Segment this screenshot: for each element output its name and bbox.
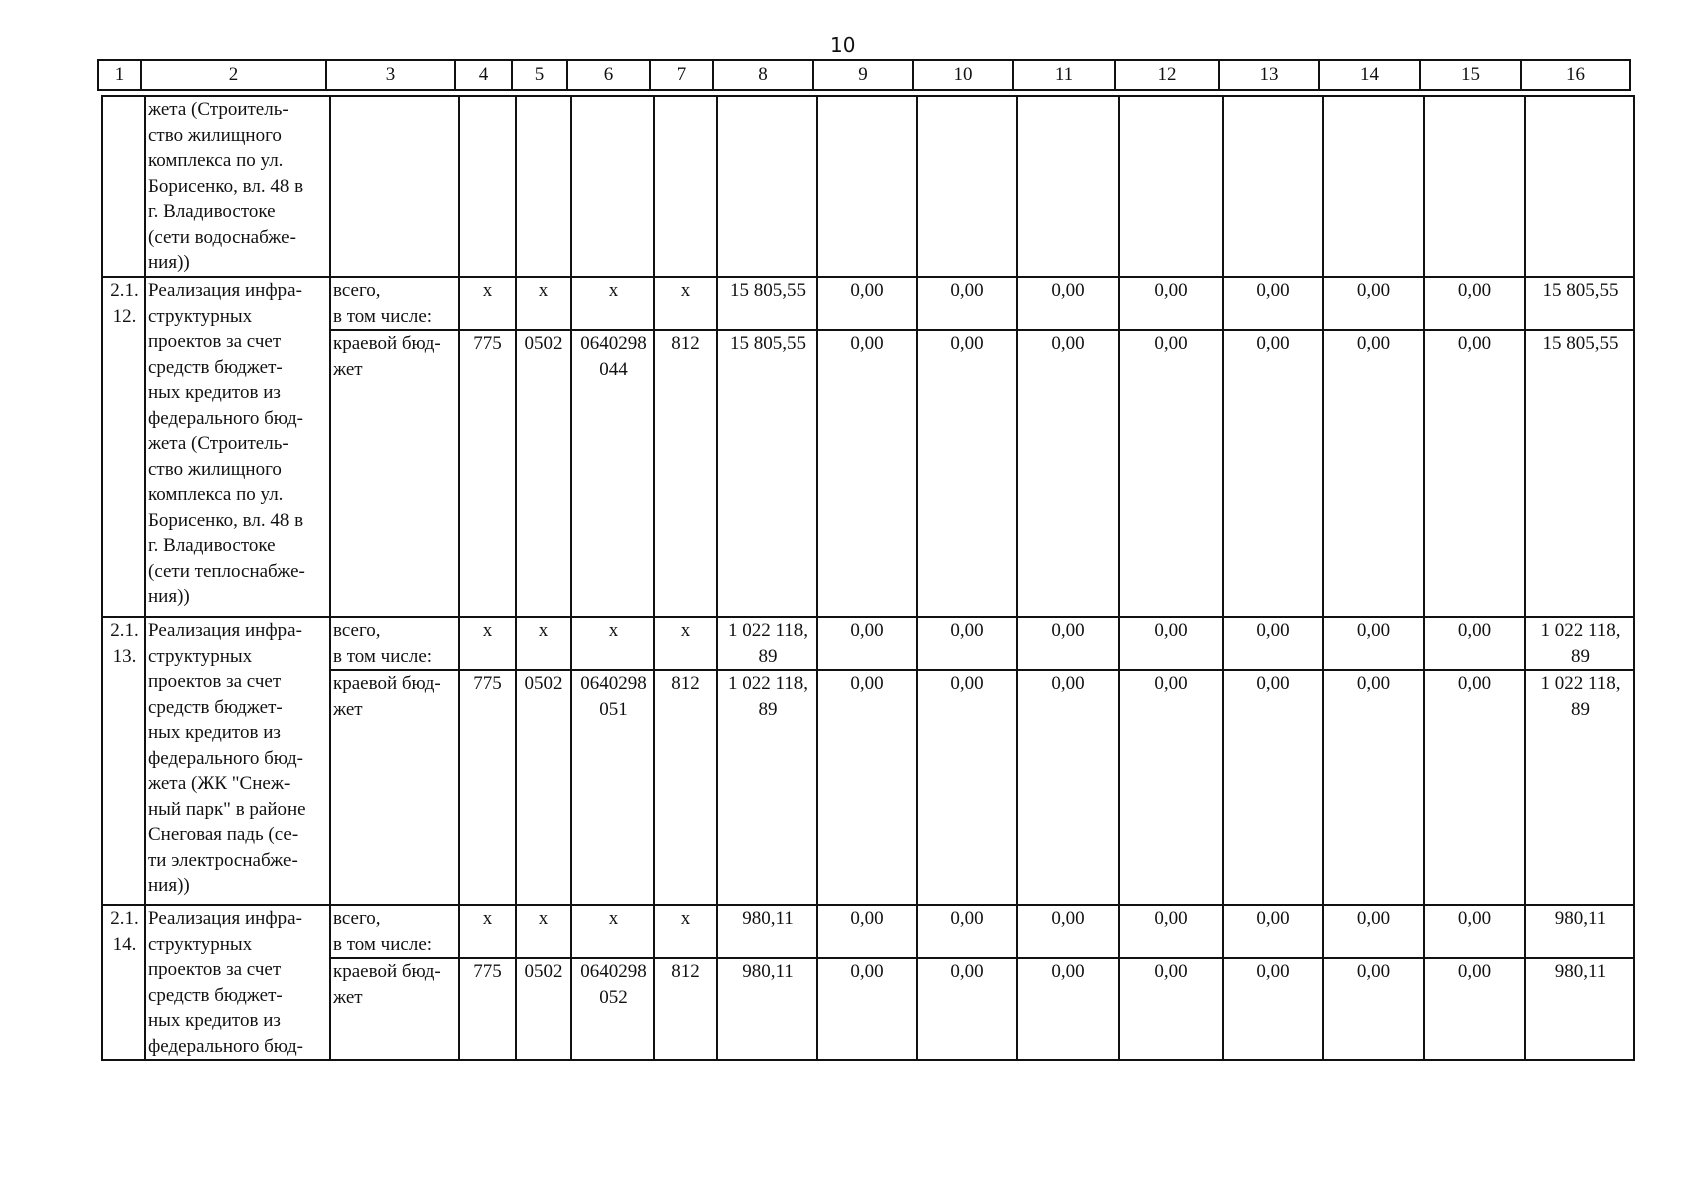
cell-v9: 0,00 (817, 277, 917, 330)
table-row-continuation (102, 96, 1634, 277)
col-header-6: 6 (567, 60, 650, 90)
cell-v12: 0,00 (1119, 617, 1223, 670)
cell-v11: 0,00 (1017, 277, 1119, 330)
cell-v13: 0,00 (1223, 958, 1323, 1060)
col-header-9: 9 (813, 60, 913, 90)
cell-v15: 0,00 (1424, 617, 1525, 670)
cell-num: 2.1. 14. (102, 905, 145, 1060)
cell-v12: 0,00 (1119, 905, 1223, 958)
cell-empty (1424, 96, 1525, 277)
cell-v16: 15 805,55 (1525, 277, 1634, 330)
cell-c7: x (654, 617, 717, 670)
cell-v16: 980,11 (1525, 958, 1634, 1060)
cell-v10: 0,00 (917, 670, 1017, 905)
col-header-5: 5 (512, 60, 567, 90)
cell-v8: 15 805,55 (717, 277, 817, 330)
cell-v9: 0,00 (817, 617, 917, 670)
cell-v13: 0,00 (1223, 277, 1323, 330)
cell-v10: 0,00 (917, 958, 1017, 1060)
cell-c4: x (459, 905, 516, 958)
page-number: 10 (830, 33, 856, 57)
cell-v11: 0,00 (1017, 958, 1119, 1060)
cell-v16: 1 022 118, 89 (1525, 617, 1634, 670)
cell-c7: x (654, 277, 717, 330)
budget-table (101, 95, 1635, 1061)
cell-v14: 0,00 (1323, 905, 1424, 958)
cell-c6: x (571, 277, 654, 330)
cell-v14: 0,00 (1323, 330, 1424, 617)
cell-v13: 0,00 (1223, 617, 1323, 670)
col-header-1: 1 (98, 60, 141, 90)
cell-v9: 0,00 (817, 330, 917, 617)
cell-v8: 1 022 118, 89 (717, 670, 817, 905)
cell-source: краевой бюд- жет (330, 330, 459, 617)
cell-c6: 0640298 052 (571, 958, 654, 1060)
cell-empty (1525, 96, 1634, 277)
cell-v12: 0,00 (1119, 670, 1223, 905)
col-header-16: 16 (1521, 60, 1630, 90)
cell-v15: 0,00 (1424, 905, 1525, 958)
col-header-8: 8 (713, 60, 813, 90)
cell-c7: x (654, 905, 717, 958)
cell-v10: 0,00 (917, 330, 1017, 617)
col-header-10: 10 (913, 60, 1013, 90)
cell-v11: 0,00 (1017, 670, 1119, 905)
cell-v15: 0,00 (1424, 958, 1525, 1060)
col-header-14: 14 (1319, 60, 1420, 90)
cell-c4: 775 (459, 670, 516, 905)
cell-source: всего, в том числе: (330, 617, 459, 670)
col-header-7: 7 (650, 60, 713, 90)
cell-c4: 775 (459, 958, 516, 1060)
cell-empty (516, 96, 571, 277)
cell-v15: 0,00 (1424, 670, 1525, 905)
cell-c5: 0502 (516, 958, 571, 1060)
cell-v16: 15 805,55 (1525, 330, 1634, 617)
cell-c5: x (516, 617, 571, 670)
col-header-13: 13 (1219, 60, 1319, 90)
cell-empty (1119, 96, 1223, 277)
cell-c6: x (571, 905, 654, 958)
table-row (102, 277, 1634, 330)
cell-name: Реализация инфра- структурных проектов за счет средств бюджет- ных кредитов из федерального бюд- жета (ЖК "Снеж- ный парк" в районе Снеговая падь (се- ти электроснабже- ния)) (145, 617, 330, 905)
cell-empty (1017, 96, 1119, 277)
table-row (102, 617, 1634, 670)
col-header-2: 2 (141, 60, 326, 90)
cell-v16: 1 022 118, 89 (1525, 670, 1634, 905)
cell-v11: 0,00 (1017, 330, 1119, 617)
cell-v12: 0,00 (1119, 958, 1223, 1060)
cell-num: 2.1. 13. (102, 617, 145, 905)
cell-empty (917, 96, 1017, 277)
cell-empty (717, 96, 817, 277)
cell-num (102, 96, 145, 277)
cell-c7: 812 (654, 330, 717, 617)
cell-empty (654, 96, 717, 277)
table-row (102, 670, 1634, 905)
cell-c4: 775 (459, 330, 516, 617)
cell-v14: 0,00 (1323, 670, 1424, 905)
cell-v15: 0,00 (1424, 277, 1525, 330)
cell-c5: x (516, 905, 571, 958)
cell-v13: 0,00 (1223, 670, 1323, 905)
cell-source: краевой бюд- жет (330, 670, 459, 905)
cell-c4: x (459, 277, 516, 330)
cell-v9: 0,00 (817, 905, 917, 958)
cell-empty (330, 96, 459, 277)
cell-v10: 0,00 (917, 905, 1017, 958)
cell-v14: 0,00 (1323, 958, 1424, 1060)
cell-c6: 0640298 044 (571, 330, 654, 617)
cell-empty (571, 96, 654, 277)
cell-v12: 0,00 (1119, 330, 1223, 617)
cell-c6: 0640298 051 (571, 670, 654, 905)
cell-empty (1323, 96, 1424, 277)
cell-v8: 980,11 (717, 905, 817, 958)
cell-c4: x (459, 617, 516, 670)
cell-c5: x (516, 277, 571, 330)
cell-empty (1223, 96, 1323, 277)
table-row (102, 958, 1634, 1060)
cell-source: всего, в том числе: (330, 277, 459, 330)
cell-v12: 0,00 (1119, 277, 1223, 330)
cell-v13: 0,00 (1223, 905, 1323, 958)
cell-num: 2.1. 12. (102, 277, 145, 617)
cell-v8: 1 022 118, 89 (717, 617, 817, 670)
cell-v10: 0,00 (917, 277, 1017, 330)
cell-name: жета (Строитель- ство жилищного комплекса по ул. Борисенко, вл. 48 в г. Владивостоке (сети водоснабже- ния)) (145, 96, 330, 277)
col-header-15: 15 (1420, 60, 1521, 90)
cell-name: Реализация инфра- структурных проектов за счет средств бюджет- ных кредитов из федерального бюд- жета (Строитель- ство жилищного комплекса по ул. Борисенко, вл. 48 в г. Владивостоке (сети теплоснабже- ния)) (145, 277, 330, 617)
cell-source: краевой бюд- жет (330, 958, 459, 1060)
cell-v15: 0,00 (1424, 330, 1525, 617)
cell-empty (817, 96, 917, 277)
col-header-4: 4 (455, 60, 512, 90)
table-row (102, 330, 1634, 617)
cell-v16: 980,11 (1525, 905, 1634, 958)
cell-v13: 0,00 (1223, 330, 1323, 617)
col-header-12: 12 (1115, 60, 1219, 90)
cell-v11: 0,00 (1017, 617, 1119, 670)
cell-v14: 0,00 (1323, 617, 1424, 670)
cell-v9: 0,00 (817, 670, 917, 905)
cell-empty (459, 96, 516, 277)
column-number-header (97, 59, 1631, 91)
cell-v8: 15 805,55 (717, 330, 817, 617)
table-row (102, 905, 1634, 958)
cell-v14: 0,00 (1323, 277, 1424, 330)
cell-c7: 812 (654, 670, 717, 905)
cell-v8: 980,11 (717, 958, 817, 1060)
cell-c5: 0502 (516, 670, 571, 905)
cell-v10: 0,00 (917, 617, 1017, 670)
cell-c5: 0502 (516, 330, 571, 617)
col-header-11: 11 (1013, 60, 1115, 90)
cell-name: Реализация инфра- структурных проектов за счет средств бюджет- ных кредитов из федерального бюд- (145, 905, 330, 1060)
col-header-3: 3 (326, 60, 455, 90)
cell-c7: 812 (654, 958, 717, 1060)
cell-v9: 0,00 (817, 958, 917, 1060)
cell-c6: x (571, 617, 654, 670)
cell-v11: 0,00 (1017, 905, 1119, 958)
cell-source: всего, в том числе: (330, 905, 459, 958)
